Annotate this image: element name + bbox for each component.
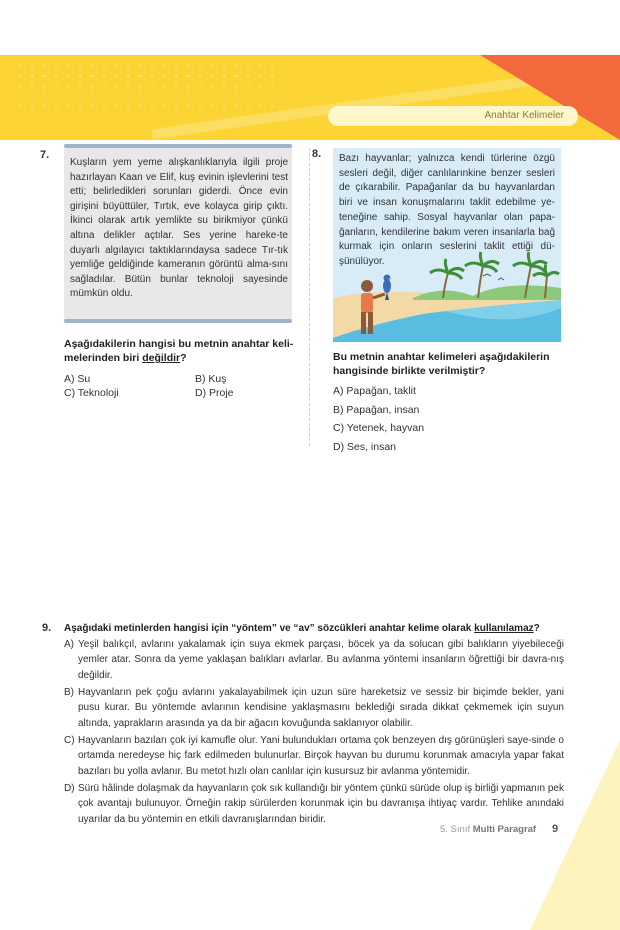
- q7-number: 7.: [40, 149, 50, 161]
- header-orange-corner: [480, 55, 620, 140]
- section-label: Anahtar Kelimeler: [328, 106, 578, 126]
- header-dot-pattern: [14, 61, 274, 111]
- q9-option-c[interactable]: C) Hayvanların bazıları çok iyi kamufle olur. Yani bulundukları ortama çok benzeyen dış görünüşleri saye-sinde o ortamda neredeyse hiç fark edilmeden bulunurlar. Birçok hayvan bu durumu korunmak amacıyla yapar fakat bazıları bu yolla avlanır. Bu metot hızlı olan canlılar için kusursuz bir avlanma yöntemidir.: [64, 735, 564, 777]
- q8-option-c[interactable]: C) Yetenek, hayvan: [333, 422, 425, 434]
- footer-decoration: [530, 740, 620, 930]
- q9-negation: kullanılamaz: [474, 623, 534, 634]
- q7-passage-box: [64, 146, 292, 321]
- q7-negation: değildir: [142, 352, 181, 364]
- header-band: [0, 55, 620, 140]
- q7-top-bar: [64, 144, 292, 148]
- footer-book-title: 5. Sınıf Multi Paragraf: [440, 824, 537, 835]
- q7-option-d[interactable]: D) Proje: [195, 387, 234, 399]
- q7-option-c[interactable]: C) Teknoloji: [64, 387, 119, 399]
- column-divider: [309, 148, 310, 446]
- q9-option-d[interactable]: D) Sürü hâlinde dolaşmak da hayvanların çok sık kullandığı bir yöntem çünkü sürüde olup iş birliği yapmanın pek çok avantajı bulunuyor. Örneğin rakip sürülerden korunmak için bu davranışa ihtiyaç vardır. Tehlike anındaki uyarılar da bu yöntemin en etkili davranışlarından biridir.: [64, 783, 564, 825]
- q7-option-a[interactable]: A) Su: [64, 373, 91, 385]
- q8-option-a[interactable]: A) Papağan, taklit: [333, 385, 416, 397]
- q7-question: Aşağıdakilerin hangisi bu metnin anahtar keli-melerinden biri değildir?: [64, 338, 294, 364]
- hill-shape: [413, 285, 561, 300]
- q8-question: Bu metnin anahtar kelimeleri aşağıdakilerin hangisinde birlikte verilmiştir?: [333, 351, 550, 377]
- page-number: 9: [552, 823, 559, 835]
- q8-option-b[interactable]: B) Papağan, insan: [333, 404, 420, 416]
- q7-bottom-bar: [64, 319, 292, 323]
- q9-question: Aşağıdaki metinlerden hangisi için “yöntem” ve “av” sözcükleri anahtar kelime olarak kullanılamaz?: [64, 623, 540, 634]
- q7-passage: Kuşların yem yeme alışkanlıklarıyla ilgili proje hazırlayan Kaan ve Elif, kuş evinin işlevlerini test etti; belirledikleri sorunları giderdi. Önce evin girişini büyüttüler, Tırtık, eve kolayca girip çıktı. İkinci olarak artık yemlikte su birikmiyor çünkü altına delikler açtılar. Ses yerine hareke-te duyarlı algılayıcı taktıklarındaysa sadece Tır-tık yemliğe geldiğinde kameranın görüntü alma-sını sağladılar. Bütün bunlar teknoloji sayesinde mümkün oldu.: [70, 157, 288, 300]
- q9-number: 9.: [42, 622, 52, 634]
- q8-option-d[interactable]: D) Ses, insan: [333, 441, 397, 453]
- q9-option-b[interactable]: B) Hayvanların pek çoğu avlarını yakalayabilmek için uzun süre hareketsiz ve sessiz bir biçimde bekler, yani pusu kurar. Bu yöntemde avlarının kendisine yaklaşmasını beklediği sırada dikkat çekmemek için suyun altında, yaprakların arasında ya da bir ağacın kovuğunda saklanıyor olabilir.: [64, 687, 564, 729]
- q7-option-b[interactable]: B) Kuş: [195, 373, 227, 385]
- q9-option-a[interactable]: A) Yeşil balıkçıl, avlarını yakalamak için suya ekmek parçası, böcek ya da solucan gibi balıkların yiyebileceği yemler atar. Sonra da yeme yaklaşan balıkları avlarlar. Bu avlanma yöntemi insanların öğrettiği bir davra-nış değildir.: [64, 639, 564, 681]
- q8-number: 8.: [312, 148, 322, 160]
- q8-passage: Bazı hayvanlar; yalnızca kendi türlerine özgü sesleri değil, diğer canlılarınkine benzer sesleri de çıkarabilir. Papağanlar da bu hayvanlardan biri ve insan konuşmalarını taklit edebilme ye-teneğine sahip. Sosyal hayvanlar olan papa-ğanların, kendilerine bakım veren insanlarla bağ kurmak için onların seslerini taklit ettiği dü-şünülüyor.: [339, 153, 555, 267]
- q8-passage-box: [333, 148, 561, 342]
- bird-shapes: [483, 274, 504, 280]
